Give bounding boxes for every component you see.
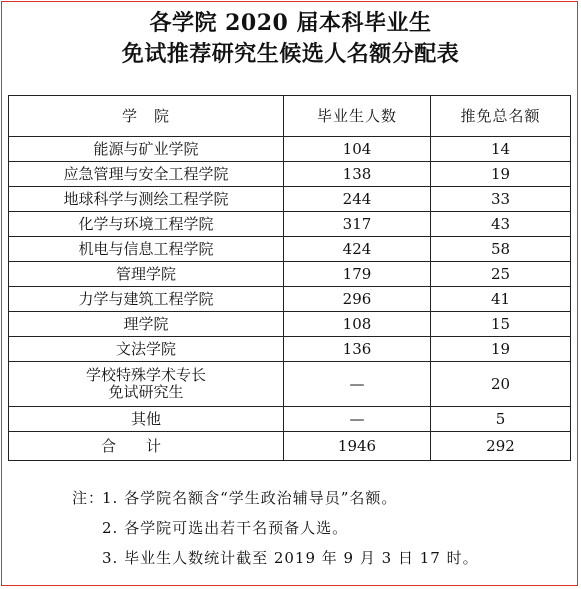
quota-cell: 19 [431, 162, 571, 187]
college-cell: 其他 [9, 407, 284, 432]
table-row [9, 262, 571, 287]
document-title-line-2: 免试推荐研究生候选人名额分配表 [121, 41, 460, 67]
note-text: 1. 各学院名额含“学生政治辅导员”名额。 [102, 489, 398, 507]
table-row [9, 137, 571, 162]
graduates-cell: 179 [284, 262, 431, 287]
college-cell [9, 362, 284, 407]
note-item [72, 518, 479, 548]
table-row [9, 407, 571, 432]
table-row [9, 162, 571, 187]
quota-cell: 58 [431, 237, 571, 262]
document-title-line-1: 各学院 2020 届本科毕业生 [149, 10, 432, 36]
college-cell: 地球科学与测绘工程学院 [9, 187, 284, 212]
table-row [9, 237, 571, 262]
graduates-cell: 136 [284, 337, 431, 362]
header-graduates: 毕业生人数 [284, 96, 431, 137]
table-header-row [9, 96, 571, 137]
quota-cell: 25 [431, 262, 571, 287]
quota-cell: 19 [431, 337, 571, 362]
college-cell: 力学与建筑工程学院 [9, 287, 284, 312]
college-cell: 管理学院 [9, 262, 284, 287]
note-item [72, 488, 479, 518]
quota-cell: 41 [431, 287, 571, 312]
college-cell: 理学院 [9, 312, 284, 337]
note-text: 3. 毕业生人数统计截至 2019 年 9 月 3 日 17 时。 [102, 549, 479, 567]
header-college: 学 院 [9, 96, 284, 137]
table-row [9, 312, 571, 337]
quota-cell: 43 [431, 212, 571, 237]
notes-prefix: 注： [72, 489, 105, 507]
table-row [9, 337, 571, 362]
note-item [72, 548, 479, 578]
college-cell: 文法学院 [9, 337, 284, 362]
header-quota: 推免总名额 [431, 96, 571, 137]
note-text: 2. 各学院可选出若干名预备人选。 [102, 519, 349, 537]
college-cell-line-2: 免试研究生 [108, 383, 184, 401]
graduates-cell: 424 [284, 237, 431, 262]
college-cell: 机电与信息工程学院 [9, 237, 284, 262]
quota-cell: 14 [431, 137, 571, 162]
quota-cell: 33 [431, 187, 571, 212]
table-row [9, 187, 571, 212]
graduates-cell: 296 [284, 287, 431, 312]
graduates-cell: — [284, 362, 431, 407]
total-quota-cell: 292 [431, 432, 571, 461]
notes-section [72, 488, 479, 578]
graduates-cell: 104 [284, 137, 431, 162]
quota-table [8, 95, 571, 461]
college-cell: 能源与矿业学院 [9, 137, 284, 162]
graduates-cell: 244 [284, 187, 431, 212]
quota-cell: 5 [431, 407, 571, 432]
college-cell: 化学与环境工程学院 [9, 212, 284, 237]
graduates-cell: — [284, 407, 431, 432]
quota-cell: 15 [431, 312, 571, 337]
total-graduates-cell: 1946 [284, 432, 431, 461]
graduates-cell: 138 [284, 162, 431, 187]
graduates-cell: 317 [284, 212, 431, 237]
table-row [9, 362, 571, 407]
table-row [9, 287, 571, 312]
table-row [9, 212, 571, 237]
total-label-cell: 合计 [9, 432, 284, 461]
college-cell: 应急管理与安全工程学院 [9, 162, 284, 187]
graduates-cell: 108 [284, 312, 431, 337]
table-total-row [9, 432, 571, 461]
quota-cell: 20 [431, 362, 571, 407]
college-cell-line-1: 学校特殊学术专长 [85, 366, 206, 384]
